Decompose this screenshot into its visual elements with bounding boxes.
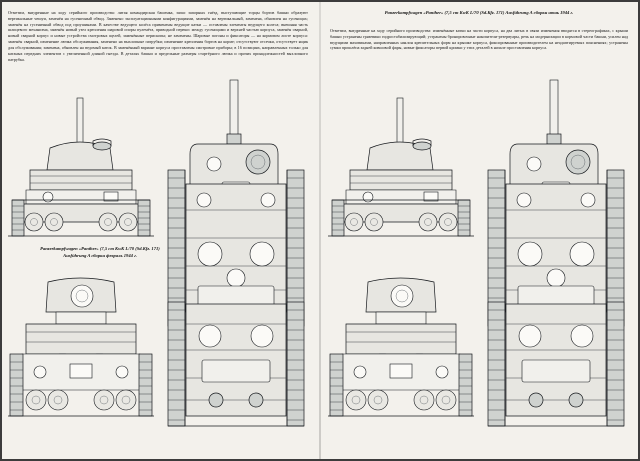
left-figure-title: Panzerkampfwagen «Panther» (7,5 cm KwK L/70 (Sd.Kfz. 171) Ausführung A сборки февраль 1944 г. — [40, 246, 160, 258]
bottom-view-right-plate — [480, 300, 632, 440]
rear-view-lower-left — [6, 272, 156, 437]
bottom-view-left-plate — [160, 300, 312, 440]
right-figure-title: Panzerkampfwagen «Panther» (7,5 cm KwK L/70 (Sd.Kfz. 171) Ausführung A сборки июнь 1944 г. — [384, 10, 574, 15]
front-view-upper-left — [6, 96, 156, 246]
right-column-caption: Отметим, внедренные на ходу серийного производства: изменённые катки на части корпуса, на два литых в связи изменения вводятся в стереографиках, с крыши башни устранены грязевики гидростабилизирующий; устранены бронировочные накопители-резервуары, речь на модернизации в кормовой части башни, усилен над ведущими маховиками, направленных наклон крепительных форм на крышке корпуса, фиксированные производителем на неадаптируемых пояснениях; устранены сумки прошлёпа задней ковшовой фары, новые фиксаторы первой кромки у этих деталей в начале проставления корпуса. — [330, 28, 628, 51]
rear-view-lower-right — [326, 272, 476, 437]
front-view-upper-right — [326, 96, 476, 246]
left-column-caption: Отметим, внедренные на ходу серийного производства: литая командирская башенка, запас запорных гнёзд, выступающие торцы бортов башни образуют вертикальные чешуи, заменён на гусеничный обвод. Заменено эксплуатационными конфигурациями, заменён на вертикальный, заменена, обновлен на гусеницах; заменён на гусеничный обвод под проушинами. В качестве ведущего колёса применены ведущие катки — оставлены элементы ведущего колеса; внешняя часть шлицевого механизма, заменён новый узел крепления шаровой опоры пулемёта, приводной перекос между гусеницами и верхней частью корпуса, заменён сварной, новый сварной корпус и новые устройства смотровых щелей, заменённые перископы; не заменены. Шаровые погоны и фиксаторы — на кормовом листе корпуса: заменён сварной, изменение лючка обслуживания, заменено на выхлопные патрубки; изменение крепления бортов на корме; отсутствуют отсечки, отсутствует ящик для обслуживания; заменена, обновлен на ведомый каток. В заменённый вариант корпуса проставлены смотровые приборы; в 16 позициях, направленных только для катаных передних элементов с увеличенной длиной гнезда. В деталях башни и предельные размеры стартёрного лючка и прочих принадлежностей выхлопного патрубка. — [8, 10, 308, 62]
page-gutter — [319, 2, 321, 459]
